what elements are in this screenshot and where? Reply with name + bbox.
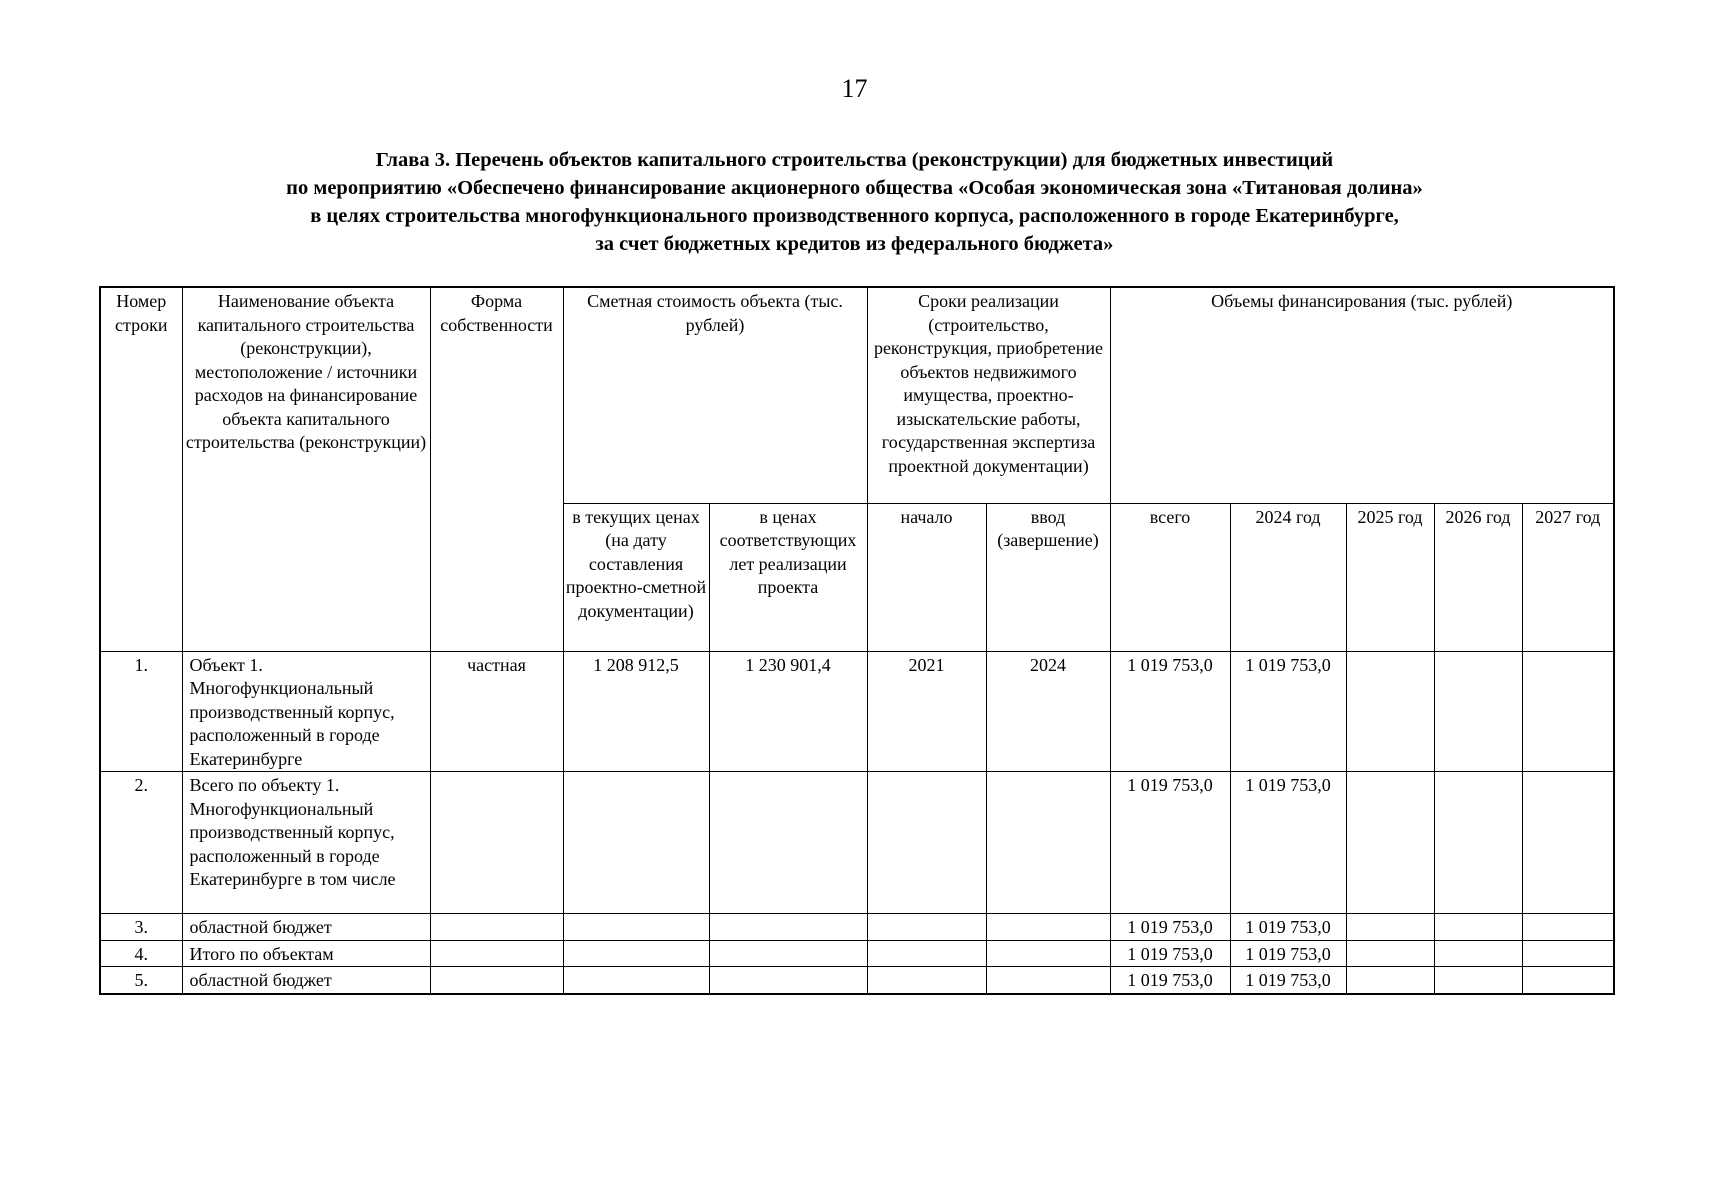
cell-cost-years: [709, 772, 867, 914]
cell-num: 1.: [100, 651, 182, 772]
cell-name: областной бюджет: [182, 914, 430, 941]
cell-2027: [1522, 967, 1614, 994]
cell-num: 3.: [100, 914, 182, 941]
financing-table: [99, 286, 1615, 995]
cell-2025: [1346, 914, 1434, 941]
title-line: в целях строительства многофункционального производственного корпуса, расположенного в городе Екатеринбурге,: [310, 205, 1399, 227]
cell-name: Итого по объектам: [182, 940, 430, 967]
cell-2027: [1522, 772, 1614, 914]
cell-total: 1 019 753,0: [1110, 651, 1230, 772]
header-funding: Объемы финансирования (тыс. рублей): [1110, 287, 1614, 503]
header-2024: 2024 год: [1230, 503, 1346, 651]
cell-2024: 1 019 753,0: [1230, 651, 1346, 772]
cell-2026: [1434, 914, 1522, 941]
cell-num: 4.: [100, 940, 182, 967]
cell-name: Всего по объекту 1. Многофункциональный производственный корпус, расположенный в городе Екатеринбурге в том числе: [182, 772, 430, 914]
cell-ownership: [430, 967, 563, 994]
cell-cost-current: [563, 940, 709, 967]
header-2026: 2026 год: [1434, 503, 1522, 651]
chapter-title: [100, 146, 1609, 258]
header-cost-years: в ценах соответствующих лет реализации проекта: [709, 503, 867, 651]
cell-2024: 1 019 753,0: [1230, 772, 1346, 914]
cell-start: [867, 914, 986, 941]
cell-cost-current: [563, 967, 709, 994]
cell-start: 2021: [867, 651, 986, 772]
cell-2024: 1 019 753,0: [1230, 914, 1346, 941]
cell-cost-years: [709, 940, 867, 967]
cell-ownership: частная: [430, 651, 563, 772]
cell-2025: [1346, 651, 1434, 772]
cell-ownership: [430, 914, 563, 941]
table-row: [100, 967, 1614, 994]
cell-name: Объект 1. Многофункциональный производственный корпус, расположенный в городе Екатеринбурге: [182, 651, 430, 772]
cell-end: 2024: [986, 651, 1110, 772]
cell-2026: [1434, 772, 1522, 914]
header-ownership: Форма собственности: [430, 287, 563, 651]
header-end: ввод (завершение): [986, 503, 1110, 651]
cell-end: [986, 772, 1110, 914]
table-row: [100, 914, 1614, 941]
cell-cost-years: 1 230 901,4: [709, 651, 867, 772]
cell-end: [986, 967, 1110, 994]
table-row: [100, 651, 1614, 772]
cell-cost-current: [563, 772, 709, 914]
title-line: за счет бюджетных кредитов из федерального бюджета»: [595, 233, 1114, 255]
title-line: Глава 3. Перечень объектов капитального строительства (реконструкции) для бюджетных инвестиций: [375, 149, 1334, 171]
cell-end: [986, 914, 1110, 941]
cell-ownership: [430, 772, 563, 914]
header-cost-current: в текущих ценах (на дату составления проектно-сметной документации): [563, 503, 709, 651]
header-2027: 2027 год: [1522, 503, 1614, 651]
header-estimated-cost: Сметная стоимость объекта (тыс. рублей): [563, 287, 867, 503]
cell-total: 1 019 753,0: [1110, 914, 1230, 941]
table-row: [100, 940, 1614, 967]
cell-cost-current: [563, 914, 709, 941]
cell-2027: [1522, 914, 1614, 941]
cell-2024: 1 019 753,0: [1230, 940, 1346, 967]
cell-2027: [1522, 940, 1614, 967]
header-2025: 2025 год: [1346, 503, 1434, 651]
cell-total: 1 019 753,0: [1110, 967, 1230, 994]
header-object-name: Наименование объекта капитального строительства (реконструкции), местоположение / источники расходов на финансирование объекта капитального строительства (реконструкции): [182, 287, 430, 651]
cell-cost-years: [709, 967, 867, 994]
cell-2024: 1 019 753,0: [1230, 967, 1346, 994]
header-total: всего: [1110, 503, 1230, 651]
cell-num: 5.: [100, 967, 182, 994]
cell-start: [867, 940, 986, 967]
cell-2025: [1346, 772, 1434, 914]
cell-2026: [1434, 967, 1522, 994]
cell-start: [867, 967, 986, 994]
cell-total: 1 019 753,0: [1110, 772, 1230, 914]
cell-2025: [1346, 940, 1434, 967]
cell-2025: [1346, 967, 1434, 994]
table-row: [100, 772, 1614, 914]
cell-name: областной бюджет: [182, 967, 430, 994]
cell-ownership: [430, 940, 563, 967]
cell-num: 2.: [100, 772, 182, 914]
cell-cost-current: 1 208 912,5: [563, 651, 709, 772]
header-timeline: Сроки реализации (строительство, реконструкция, приобретение объектов недвижимого имущества, проектно-изыскательские работы, государственная экспертиза проектной документации): [867, 287, 1110, 503]
cell-cost-years: [709, 914, 867, 941]
header-row-number: Номер строки: [100, 287, 182, 651]
cell-end: [986, 940, 1110, 967]
cell-start: [867, 772, 986, 914]
page-number: 17: [841, 74, 868, 103]
cell-2027: [1522, 651, 1614, 772]
header-start: начало: [867, 503, 986, 651]
cell-2026: [1434, 651, 1522, 772]
cell-total: 1 019 753,0: [1110, 940, 1230, 967]
title-line: по мероприятию «Обеспечено финансирование акционерного общества «Особая экономическая зона «Титановая долина»: [286, 177, 1423, 199]
cell-2026: [1434, 940, 1522, 967]
